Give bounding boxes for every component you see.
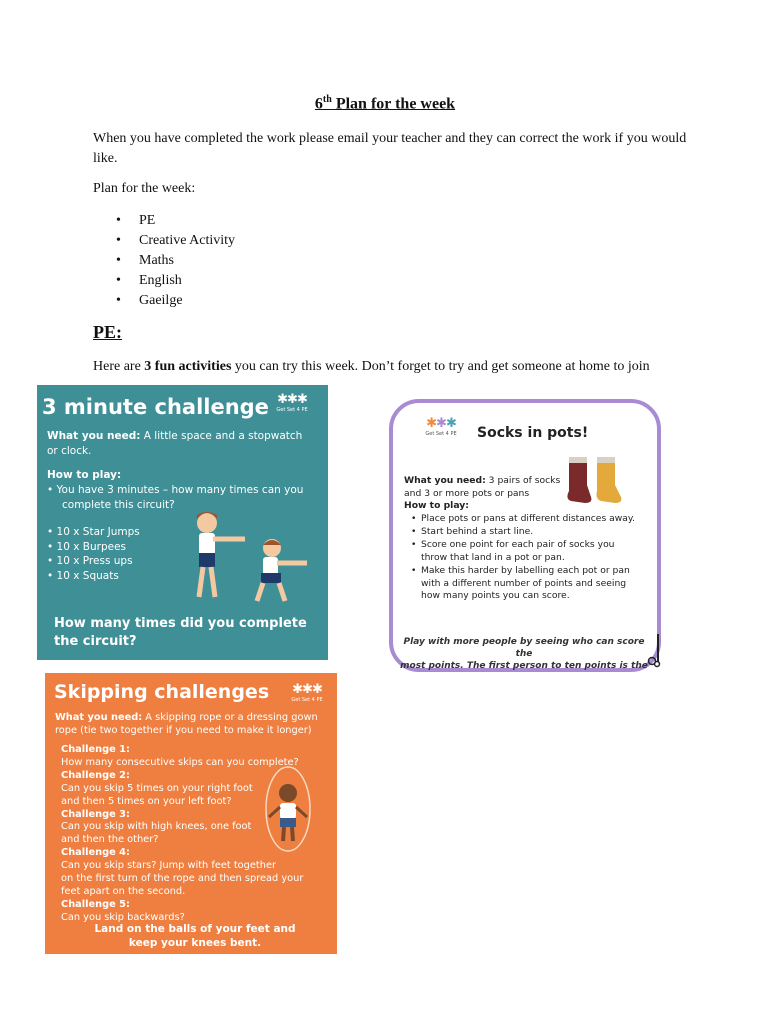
challenge-label: Challenge 3: — [61, 808, 130, 820]
card-title: Socks in pots! — [477, 425, 589, 441]
step-item: • Score one point for each pair of socks you throw that land in a pot or pan. — [410, 539, 640, 565]
scissors-icon — [646, 632, 664, 668]
bullet-icon: • — [116, 213, 121, 228]
challenge-text: feet apart on the second. — [61, 885, 186, 897]
exercise-item: • 10 x Star Jumps — [47, 525, 140, 540]
exercise-item: • 10 x Squats — [47, 569, 140, 584]
challenge-text: and then the other? — [61, 834, 159, 846]
socks-illustration — [563, 455, 629, 505]
three-minute-challenge-card — [37, 385, 328, 660]
title-superscript: th — [322, 94, 332, 105]
exercising-kids-illustration — [177, 505, 317, 610]
exercise-item: • 10 x Burpees — [47, 540, 140, 555]
challenge-text: Can you skip stars? Jump with feet together — [61, 860, 277, 872]
step-item: • Make this harder by labelling each pot or pan with a different number of points and seeing how many points you can score. — [410, 565, 640, 604]
challenge-text: Can you skip with high knees, one foot — [61, 821, 252, 833]
plan-item: • Gaeilge — [93, 291, 235, 311]
title-number: 6 — [314, 95, 323, 113]
get-set-4-pe-logo: ✱✱✱ Get Set 4 PE — [287, 683, 327, 703]
socks-in-pots-card — [389, 399, 661, 672]
intro-paragraph: When you have completed the work please email your teacher and they can correct the work if you would like. — [93, 131, 687, 166]
steps-list — [410, 513, 640, 603]
pe-intro-text: Here are 3 fun activities you can try this week. Don’t forget to try and get someone at home to join — [93, 359, 650, 374]
get-set-4-pe-logo: ✱✱✱ Get Set 4 PE — [267, 393, 317, 413]
landing-tip: Land on the balls of your feet and keep your knees bent. — [94, 923, 296, 949]
plan-item: • English — [93, 271, 235, 291]
plan-item: • Creative Activity — [93, 231, 235, 251]
need-line-2: or clock. — [47, 444, 92, 457]
need-line: What you need: A little space and a stopwatch — [47, 430, 303, 442]
bullet-icon: • — [116, 293, 121, 308]
need-line-2: and 3 or more pots or pans — [404, 487, 530, 499]
need-line: What you need: 3 pairs of socks — [404, 475, 561, 486]
skipping-kid-illustration — [263, 761, 313, 861]
step-item: • Start behind a start line. — [410, 526, 640, 539]
challenge-text: Can you skip backwards? — [61, 911, 185, 923]
challenge-text: and then 5 times on your left foot? — [61, 795, 232, 807]
stick-figures-icon: ✱✱✱ — [277, 392, 307, 407]
page-title — [0, 94, 770, 113]
plan-list — [93, 211, 235, 311]
how-line-2: complete this circuit? — [62, 498, 175, 511]
challenge-text: How many consecutive skips can you complete? — [61, 756, 299, 768]
plan-label: Plan for the week: — [93, 181, 196, 196]
challenge-text: on the first turn of the rope and then spread your — [61, 873, 304, 885]
plan-item: • PE — [93, 211, 235, 231]
card-title: 3 minute challenge — [42, 395, 269, 419]
plan-item: • Maths — [93, 251, 235, 271]
circuit-question: How many times did you complete the circuit? — [54, 616, 307, 649]
get-set-4-pe-logo: ✱✱✱ Get Set 4 PE — [421, 417, 461, 437]
step-item: • Place pots or pans at different distances away. — [410, 513, 640, 526]
need-text: What you need: A skipping rope or a dressing gown rope (tie two together if you need to make it longer) — [55, 712, 318, 737]
card-title: Skipping challenges — [54, 681, 270, 703]
how-line: • You have 3 minutes – how many times can you — [47, 484, 304, 496]
card-footer: Play with more people by seeing who can score the most points. The first person to ten points is the — [400, 637, 648, 671]
bullet-icon: • — [116, 253, 121, 268]
challenge-text: Can you skip 5 times on your right foot — [61, 782, 253, 794]
bullet-icon: • — [116, 273, 121, 288]
pe-heading: PE: — [93, 322, 122, 342]
challenge-label: Challenge 4: — [61, 847, 130, 859]
stick-figures-icon: ✱✱✱ — [426, 416, 456, 431]
exercise-item: • 10 x Press ups — [47, 554, 140, 569]
stick-figures-icon: ✱✱✱ — [292, 682, 322, 697]
title-text: Plan for the week — [331, 95, 456, 113]
how-label: How to play: — [47, 469, 122, 481]
challenge-label: Challenge 2: — [61, 769, 130, 781]
skipping-challenges-card — [45, 673, 337, 954]
challenge-label: Challenge 1: — [61, 744, 130, 755]
exercise-list — [47, 525, 140, 583]
how-label: How to play: — [404, 500, 469, 511]
bullet-icon: • — [116, 233, 121, 248]
challenge-label: Challenge 5: — [61, 898, 130, 910]
